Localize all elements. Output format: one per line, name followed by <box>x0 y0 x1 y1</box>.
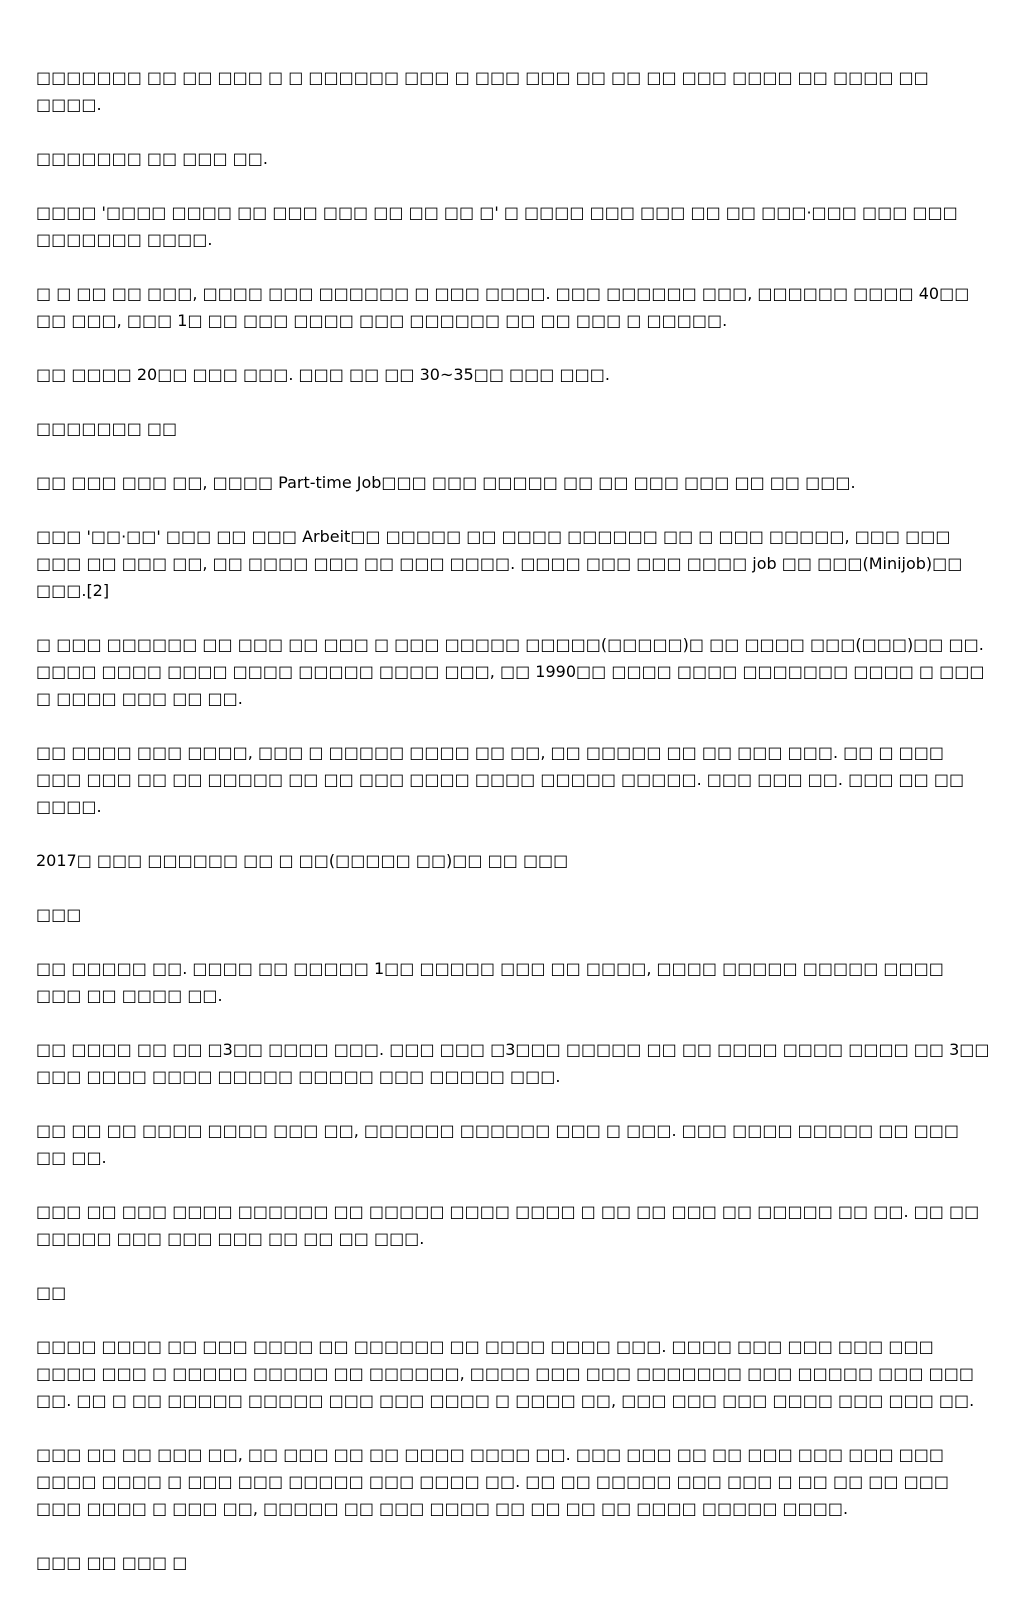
section-heading-5: □□□ □□ □□□ □ <box>36 1553 188 1572</box>
paragraph-2: □□□□ '□□□□ □□□□ □□ □□□ □□□ □□ □□ □□ □' □ □□□□ □□□ □□□ □□ □□ □□□·□□□ □□□ □□□ □□□□□□□ □□□□. <box>36 203 958 249</box>
paragraph-9: □□ □□□□□ □□. □□□□ □□ □□□□□ 1□□ □□□□□ □□□ □□ □□□□, □□□□ □□□□□ □□□□□ □□□□ □□□ □□ □□□□ □□. <box>36 959 944 1005</box>
section-heading-3: □□□ <box>36 905 82 924</box>
paragraph-4: □□ □□□□ 20□□ □□□ □□□. □□□ □□ □□ 30~35□□ □□□ □□□. <box>36 365 610 384</box>
document-body <box>36 64 990 1603</box>
section-heading-2: □□□□□□□ □□ <box>36 419 178 438</box>
paragraph-13: □□□□ □□□□ □□ □□□ □□□□ □□ □□□□□□ □□ □□□□ □□□□ □□□. □□□□ □□□ □□□ □□□ □□□ □□□□ □□□ □ □□□□□ □□□□□ □□ □□□□□□, □□□□ □□□ □□□ □□□□□□□ □□□ □□□□□ □□□ □□□ □□. □□ □ □□ □□□□□ □□□□□ □□□ □□□ □□□□ □ □□□□ □□, □□□ □□□ □□□ □□□□ □□□ □□□ □□. <box>36 1337 975 1410</box>
paragraph-7: □ □□□ □□□□□□ □□ □□□ □□ □□□ □ □□□ □□□□□ □□□□□(□□□□□)□ □□ □□□□ □□□(□□□)□□ □□. □□□□ □□□□ □□□□ □□□□ □□□□□ □□□□ □□□, □□ 1990□□ □□□□ □□□□ □□□□□□□ □□□□ □ □□□ □ □□□□ □□□ □□ □□. <box>36 635 985 708</box>
paragraph-1: □□□□□□□ □□ □□ □□□ □ □ □□□□□□ □□□ □ □□□ □□□ □□ □□ □□ □□□ □□□□ □□ □□□□ □□ □□□□. <box>36 68 929 114</box>
section-heading-1: □□□□□□□ □□ □□□ □□. <box>36 149 268 168</box>
section-heading-4: □□ <box>36 1283 67 1302</box>
paragraph-14: □□□ □□ □□ □□□ □□, □□ □□□ □□ □□ □□□□ □□□□ □□. □□□ □□□ □□ □□ □□□ □□□ □□□ □□□ □□□□ □□□□ □ □□□ □□□ □□□□□ □□□ □□□□ □□. □□ □□ □□□□□ □□□ □□□ □ □□ □□ □□ □□□ □□□ □□□□ □ □□□ □□, □□□□□ □□ □□□ □□□□ □□ □□ □□ □□ □□□□ □□□□□ □□□□. <box>36 1445 949 1518</box>
image-caption: 2017□ □□□ □□□□□□ □□ □ □□(□□□□□ □□)□□ □□ □□□ <box>36 851 569 870</box>
paragraph-8: □□ □□□□ □□□ □□□□, □□□ □ □□□□□ □□□□ □□ □□, □□ □□□□□ □□ □□ □□□ □□□. □□ □ □□□ □□□ □□□ □□ □□ □□□□□ □□ □□ □□□ □□□□ □□□□ □□□□□ □□□□□. □□□ □□□ □□. □□□ □□ □□ □□□□. <box>36 743 965 816</box>
paragraph-10: □□ □□□□ □□ □□ □3□□ □□□□ □□□. □□□ □□□ □3□□□ □□□□□ □□ □□ □□□□ □□□□ □□□□ □□ 3□□ □□□ □□□□ □□□□ □□□□□ □□□□□ □□□ □□□□□ □□□. <box>36 1040 990 1086</box>
paragraph-12: □□□ □□ □□□ □□□□ □□□□□□ □□ □□□□□ □□□□ □□□□ □ □□ □□ □□□ □□ □□□□□ □□ □□. □□ □□ □□□□□ □□□ □□□ □□□ □□ □□ □□ □□□. <box>36 1202 980 1248</box>
paragraph-3: □ □ □□ □□ □□□, □□□□ □□□ □□□□□□ □ □□□ □□□□. □□□ □□□□□□ □□□, □□□□□□ □□□□ 40□□ □□ □□□, □□□ 1□ □□ □□□ □□□□ □□□ □□□□□□ □□ □□ □□□ □ □□□□□. <box>36 284 970 330</box>
paragraph-11: □□ □□ □□ □□□□ □□□□ □□□ □□, □□□□□□ □□□□□□ □□□ □ □□□. □□□ □□□□ □□□□□ □□ □□□ □□ □□. <box>36 1121 959 1167</box>
paragraph-6: □□□ '□□·□□' □□□ □□ □□□ Arbeit□□ □□□□□ □□ □□□□ □□□□□□ □□ □ □□□ □□□□□, □□□ □□□ □□□ □□ □□□ □□, □□ □□□□ □□□ □□ □□□ □□□□. □□□□ □□□ □□□ □□□□ job □□ □□□(Minijob)□□ □□□.[2] <box>36 527 963 600</box>
paragraph-5: □□ □□□ □□□ □□, □□□□ Part-time Job□□□ □□□ □□□□□ □□ □□ □□□ □□□ □□ □□ □□□. <box>36 473 856 492</box>
